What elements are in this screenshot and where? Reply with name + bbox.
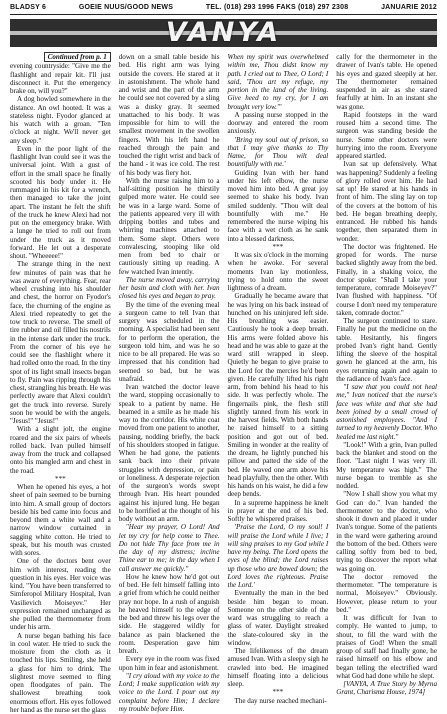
paragraph: The lifelikeness of the dream amused Ivan. With a sleepy sigh he crawled into bed. He imagined himself floating into a delicious sleep. <box>228 647 329 688</box>
paragraph: Ivan sat up defensively. What was happening? Suddenly a feeling of glory rolled over him. He had sat up! He stared at his hands in front of him. The sling lay on top of the covers at the bottom of his bed. He began breathing deeply, entranced. He rubbed his hands together, then separated them in wonder. <box>336 160 437 243</box>
paragraph: When he opened his eyes, a hot sheet of pain seemed to be burning into him. A small group of doctors beside his bed came into focus and beyond them a white wall and a narrow window curtained in sagging white cotton. He tried to speak, but his mouth was crusted with sores. <box>10 483 111 557</box>
paragraph: Ivan watched the doctor leave the ward, stopping occasionally to speak to a patient by name. He beamed in a smile as he made his way to the corridor. His white coat moved from one patient to another, pausing, nodding briefly, the back of his shoulders stooped in fatigue. When he had gone, the patients sank back into their private struggles with depression, or pain or loneliness. A desperate rejection of the surgeon's words swept through Ivan. His heart pounded against his injured lung. He began to be horrified at the thought of his body without an arm. <box>119 383 220 523</box>
article-title: VANYA <box>166 19 281 47</box>
paragraph: "Now I shall show you what my God can do." Ivan handed the thermometer to the doctor, who shook it down and placed it under Ivan's tongue. Some of the patients in the ward were gathering around the bottom of the bed. Others were calling softly from bed to bed, trying to discover the report what was going on. <box>336 490 437 573</box>
article-column-1 <box>10 53 111 639</box>
paragraph: "I saw that you could not heal me," Ivan noticed that the nurse's face was white and that she had been joined by a small crowd of astonished employees. "And I turned to my heavenly Doctor. Who healed me last night." <box>336 383 437 441</box>
paragraph: Every eye in the room was fixed upon him in fear and astonishment. <box>119 655 220 672</box>
paragraph: [VANYA, A True Story by Myrna Grant, Charisma House, 1974] <box>336 680 437 697</box>
paragraph: 'Praise the Lord, O my soul! I will praise the Lord while I live; I will sing praises to my God while I have my being. The Lord opens the eyes of the blind; the Lord raises up those who are bowed down; the Lord loves the righteous. Praise the Lord.' <box>228 523 329 589</box>
paragraph: A passing nurse stopped in the doorway and entered the room anxiously. <box>228 111 329 136</box>
paragraph: It was difficult for Ivan to comply. He wanted to jump, to shout, to fill the ward with the praises of God! When the small group of staff had finally gone, he raised himself on his elbow and began telling the electrified ward what God had done while he slept. <box>336 614 437 680</box>
contact-numbers: TEL. (018) 293 1996 FAKS (018) 297 2308 <box>206 4 348 11</box>
paragraph: Even in the poor light of the flashlight Ivan could see it was the universal joint. With a gust of effort in the small space he finally scooted his body under it. He rummaged in his kit for a wrench, then managed to take the joint apart. The instant he felt the shift of the truck he knew Alexi had not put on the emergency brake. With a lunge he tried to roll out from under the truck as it moved forward. He let out a desperate shout. "Wheeeee!" <box>10 145 111 261</box>
paragraph: The day nurse reached mechani- <box>228 697 329 705</box>
issue-date: JANUARIE 2012 <box>381 4 437 11</box>
paragraph: In a supreme happiness he knelt in prayer at the end of his bed. Softly he whispered praises. <box>228 499 329 524</box>
paragraph: evening countryside: "Give me the flashlight and repair kit. I'll just disconnect it. Put the emergency brake on, will you?" <box>10 62 111 95</box>
paragraph: 'Bring my soul out of prison, so that I may give thanks to Thy Name, for Thou wilt deal bountifully with me.' <box>228 136 329 169</box>
paragraph: The doctor was frightened. He groped for words. The nurse backed slightly away from the bed. Finally, in a shaking voice, the doctor spoke: "Shall I take your temperature, comrade Moiseyev?" Ivan flushed with happiness. "Of course I don't need my temperature taken, comrade doctor." <box>336 243 437 317</box>
article-column-2 <box>119 53 220 639</box>
paragraph: The surgeon continued to stare. Finally he put the medicine on the table. Hesitantly, his fingers probed Ivan's right hand. Gently lifting the sleeve of the hospital gown he glanced at the arm, his eyes returning again and again to the radiance of Ivan's face. <box>336 317 437 383</box>
page-header <box>10 0 437 15</box>
paragraph: With the nurse raising him to a half-sitting position he thirstily gulped more water. He could see he was in a large ward. Some of the patients appeared very ill with dripping bottles and tubes and whirring machines attached to them. Some slept. Others were convalescing, stooping like old men from bed to chair or cautiously sitting up reading. A few watched Ivan intently. <box>119 177 220 276</box>
publication-name: GOEIE NUUS/GOOD NEWS <box>79 4 173 11</box>
continued-note <box>10 53 111 61</box>
paragraph: A dog howled somewhere in the distance. An owl hooted. It was a stateless night. Fyodor glanced at his watch with a groan. "Ten o'clock at night. We'll never get any sleep." <box>10 95 111 145</box>
paragraph: Rapid footsteps in the ward roused him a second time. The surgeon was standing beside the nurse. Some other doctors were hurrying into the room. Everyone appeared startled. <box>336 111 437 161</box>
page-number: BLADSY 6 <box>10 4 46 11</box>
paragraph: The doctor removed the thermometer. "The temperature is normal, Moiseyev." Obviously. However, please return to your bed." <box>336 573 437 614</box>
paragraph: One of the doctors bent over him with interest, reading the question in his eyes. Her voice was kind. "You have been transferred to Simferopol Military Hospital, Ivan Vasilievich Moiseyev." Her expression remained unchanged as she pulled the thermometer from under his arm. <box>10 557 111 631</box>
paragraph: Guiding Ivan with her hand under his left elbow, the nurse moved him into bed. A great joy seemed to shake his body. Ivan smiled suddenly. "Thou wilt deal bountifully with me." He remembered the nurse wiping his face with a wet cloth as he sank into a blessed darkness. <box>228 169 329 243</box>
paragraph: A nurse began bathing his face in cool water. He tried to suck the moisture from the cloth as it touched his lips. Smiling, she held a glass for him to drink. The slightest move seemed to fling open floodgates of pain. The shallowest breathing took enormous effort. His eyes followed her hand as the nurse set the glass <box>10 632 111 714</box>
paragraph: "Hear my prayer, O Lord! And let my cry for help come to Thee. Do not hide Thy face from me in the day of my distress; incline Thine ear to me; in the day when I call answer me quickly." <box>119 523 220 573</box>
paragraph: Eventually the man in the bed beside him began to moan. Someone on the other side of the ward was struggling to reach a glass of water. Daylight streaked the slate-coloured sky in the window. <box>228 589 329 647</box>
article-column-4 <box>336 53 437 639</box>
paragraph: When my spirit was overwhelmed within me, Thou didst know my path. I cried out to Thee, O Lord; I said, 'Thou art my refuge, my portion in the land of the living. Give heed to my cry, for I am brought very low.'" <box>228 53 329 111</box>
paragraph: "Look!" With a grin, Ivan pulled back the blanket and stood on the floor. "Last night I was very ill. My temperature was high." The nurse began to tremble as she nodded. <box>336 441 437 491</box>
paragraph: cally for the thermometer in the drawer of Ivan's table. He opened his eyes and gazed sleepily at her. The thermometer remained suspended in air as she stared fearfully at him. In an instant she was gone. <box>336 53 437 111</box>
article-columns <box>10 53 437 639</box>
paragraph: "I cry aloud with my voice to the Lord; I make supplication with my voice to the Lord. I pour out my complaint before Him; I declare my trouble before Him. <box>119 672 220 713</box>
article-column-3 <box>228 53 329 639</box>
section-break: *** <box>10 475 111 483</box>
paragraph: With a slight jolt, the engine roared and the six pairs of wheels rolled back. Ivan pulled himself away from the truck and collapsed onto his mangled arm and chest in the road. <box>10 425 111 475</box>
paragraph: down on a small table beside his bed. His right arm was lying outside the covers. He stared at it in astonishment. The whole hand and wrist and the part of the arm he could see not covered by a sling was a dusky gray. It seemed unattached to his body. It was impossible for him to will the smallest movement in the swollen fingers. With his left hand he reached through the pain and touched the right wrist and back of the hand - it was ice cold. The rest of his body was fiery hot. <box>119 53 220 177</box>
paragraph: The strange thing in the next few minutes of pain was that he was aware of everything. Fear, rear wheel crushing into his shoulder and chest, the horror on Fyodor's face, the churning of the engine as Alexi tried repeatedly to get the tow truck to reverse. The smell of tire rubber and oil filled his nostrils in the intense dark under the truck. From the corner of his eye he could see the flashlight where it had rolled onto the road. In the tiny spot of its light small insects began to fly. Pain was ripping through his chest, strangling his breath. He was perfectly aware that Alexi couldn't get the truck into reverse. Surely soon he would be with the angels. "Jesus!" "Jesus!" <box>10 260 111 425</box>
continued-label: Continued from p. 1 <box>44 52 111 62</box>
paragraph: How he knew how he'd got out of bed. He felt himself falling into a grief from which he could neither pray nor hope. In a rush of anguish he heaved himself to the edge of the bed and threw his legs over the side. He staggered wildly for balance as pain blackened the room. Desperation gave him breath. <box>119 573 220 656</box>
paragraph: Gradually he became aware that he was lying on his back instead of hunched on his uninjured left side. His breathing was easier. Cautiously he took a deep breath. His arms were folded above his head and he was able to gaze at the ward still wrapped in sleep. Quietly he began to give praise to the Lord for the mercies he'd been given. He carefully lifted his right arm, from behind his head to his side. It was perfectly whole. The fingernails pink, the flesh still slightly tanned from his work in the harvest fields. With both hands he raised himself to a sitting position and got out of bed. Smiling in wonder at the reality of the dream, he lightly punched his pillow and patted the side of the bed. He waved one arm above his head playfully, then the other. With his hands on his waist, he did a few deep bends. <box>228 292 329 498</box>
title-banner <box>10 19 437 47</box>
paragraph: It was six o'clock in the morning when he awoke. For several moments Ivan lay motionless, trying to hold onto the sweet lightness of a dream. <box>228 251 329 292</box>
paragraph: By the time of the evening meal a surgeon came to tell Ivan that surgery was scheduled in the morning. A specialist had been sent for to perform the operation, the surgeon told him, and was he so nice to be all prepared. He was so impressed that his condition had seemed so bad, but he was unafraid. <box>119 301 220 384</box>
section-break: *** <box>228 243 329 251</box>
paragraph: The nurse moved away, carrying her basin and cloth with her. Ivan closed his eyes and began to pray. <box>119 276 220 301</box>
section-break: *** <box>228 688 329 696</box>
